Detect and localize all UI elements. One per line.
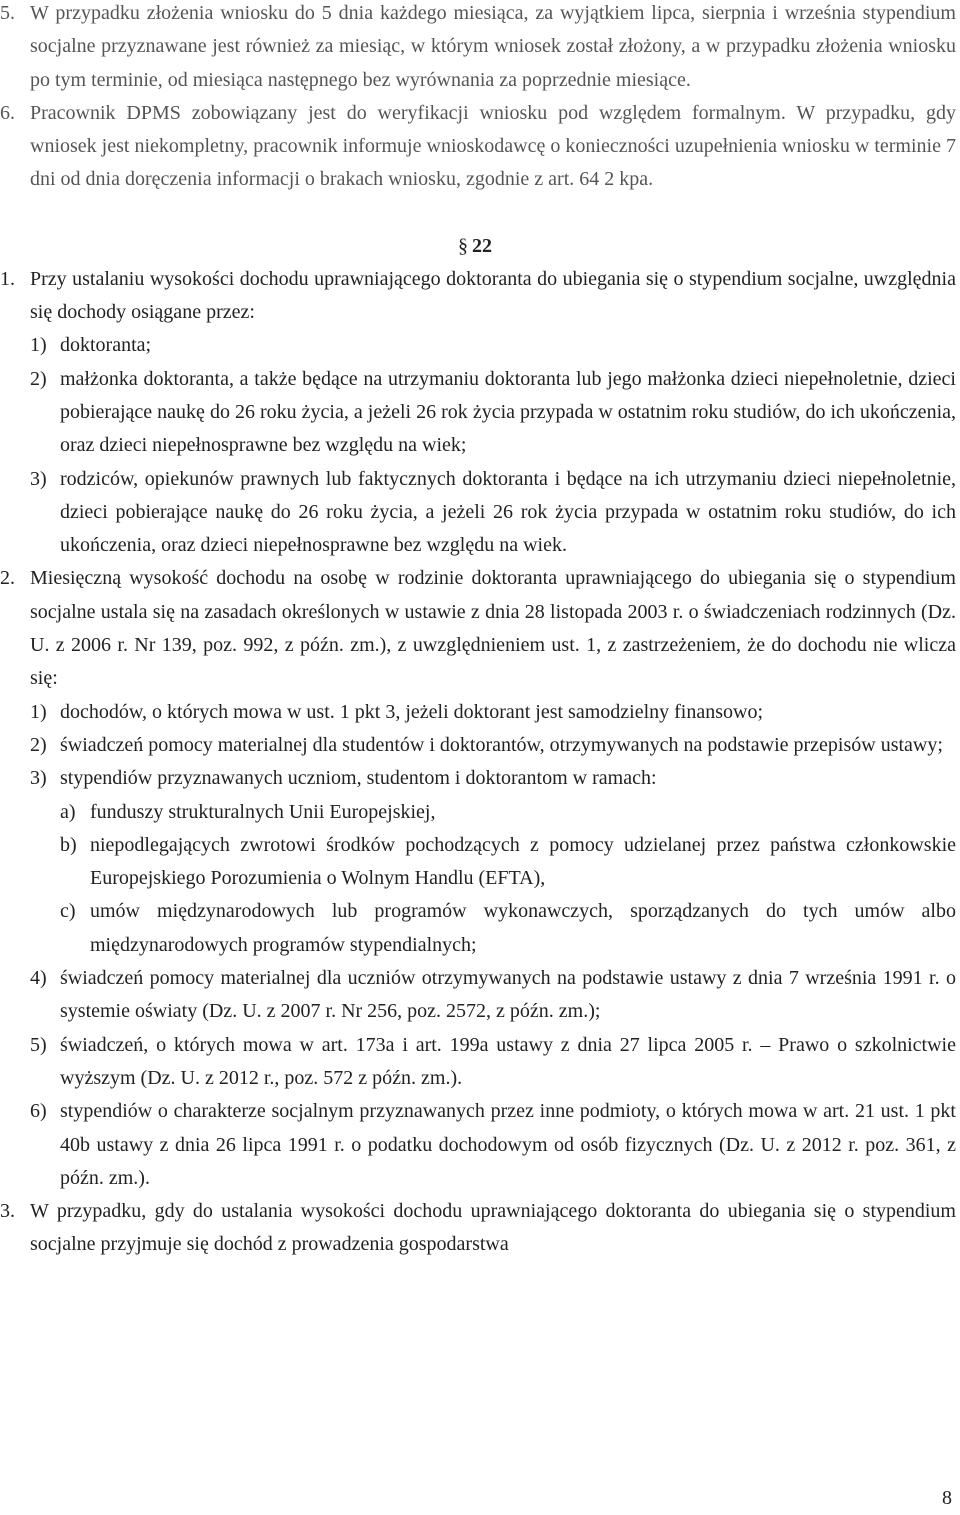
list-item-number: 2)	[30, 367, 47, 390]
sub-list-item-letter: c)	[60, 900, 76, 923]
section-number: 22	[472, 234, 492, 257]
list-item-number: 4)	[30, 967, 47, 990]
list-item	[0, 696, 956, 729]
list-item	[0, 329, 956, 362]
list-item	[0, 363, 956, 463]
paragraph-number: 2.	[0, 567, 15, 590]
section-symbol: §	[458, 234, 468, 257]
sub-list-item-letter: a)	[60, 800, 76, 823]
paragraph-3	[0, 1195, 956, 1262]
paragraph-text: W przypadku złożenia wniosku do 5 dnia każdego miesiąca, za wyjątkiem lipca, sierpnia i września stypendium socjalne przyznawane jest również za miesiąc, w którym wniosek został złożony, a w przypadku złożenia wniosku po tym terminie, od miesiąca następnego bez wyrównania za poprzednie miesiące.	[30, 2, 956, 91]
sub-list-item	[0, 796, 956, 829]
list-item-number: 2)	[30, 733, 47, 756]
list-item-text: świadczeń pomocy materialnej dla studentów i doktorantów, otrzymywanych na podstawie przepisów ustawy;	[60, 733, 943, 756]
paragraph-text: Miesięczną wysokość dochodu na osobę w rodzinie doktoranta uprawniającego do ubiegania się o stypendium socjalne ustala się na zasadach określonych w ustawie z dnia 28 listopada 2003 r. o świadczeniach rodzinnych (Dz. U. z 2006 r. Nr 139, poz. 992, z późn. zm.), z uwzględnieniem ust. 1, z zastrzeżeniem, że do dochodu nie wlicza się:	[30, 567, 956, 690]
list-item-text: dochodów, o których mowa w ust. 1 pkt 3, jeżeli doktorant jest samodzielny finansowo;	[60, 700, 764, 723]
paragraph-2	[0, 562, 956, 695]
paragraph-6	[0, 97, 956, 197]
list-item-number: 3)	[30, 767, 47, 790]
list-item-text: świadczeń, o których mowa w art. 173a i art. 199a ustawy z dnia 27 lipca 2005 r. – Prawo o szkolnictwie wyższym (Dz. U. z 2012 r., poz. 572 z późn. zm.).	[60, 1033, 956, 1089]
list-item-number: 3)	[30, 467, 47, 490]
list-item	[0, 962, 956, 1029]
list-item-text: świadczeń pomocy materialnej dla uczniów otrzymywanych na podstawie ustawy z dnia 7 września 1991 r. o systemie oświaty (Dz. U. z 2007 r. Nr 256, poz. 2572, z późn. zm.);	[60, 967, 956, 1023]
paragraph-text: Przy ustalaniu wysokości dochodu uprawniającego doktoranta do ubiegania się o stypendium socjalne, uwzględnia się dochody osiągane przez:	[30, 267, 956, 324]
list-item-text: stypendiów przyznawanych uczniom, studentom i doktorantom w ramach:	[60, 767, 657, 790]
sub-list-item-text: umów międzynarodowych lub programów wykonawczych, sporządzanych do tych umów albo międzynarodowych programów stypendialnych;	[90, 900, 956, 956]
page-number: 8	[942, 1487, 952, 1509]
list-item-text: rodziców, opiekunów prawnych lub faktycznych doktoranta i będące na ich utrzymaniu dzieci niepełnoletnie, dzieci pobierające naukę do 26 roku życia, a jeżeli 26 rok życia przypada w ostatnim roku studiów, do ich ukończenia, oraz dzieci niepełnosprawne bez względu na wiek.	[60, 467, 956, 557]
list-item-number: 6)	[30, 1100, 47, 1123]
paragraph-text: Pracownik DPMS zobowiązany jest do weryfikacji wniosku pod względem formalnym. W przypadku, gdy wniosek jest niekompletny, pracownik informuje wnioskodawcę o konieczności uzupełnienia wniosku w terminie 7 dni od dnia doręczenia informacji o brakach wniosku, zgodnie z art. 64 2 kpa.	[30, 101, 956, 191]
paragraph-text: W przypadku, gdy do ustalania wysokości dochodu uprawniającego doktoranta do ubiegania się o stypendium socjalne przyjmuje się dochód z prowadzenia gospodarstwa	[30, 1200, 956, 1256]
list-item	[0, 1029, 956, 1096]
sub-list-item	[0, 895, 956, 962]
list-item-number: 1)	[30, 334, 47, 357]
sub-list-item-text: niepodlegających zwrotowi środków pochodzących z pomocy udzielanej przez państwa członkowskie Europejskiego Porozumienia o Wolnym Handlu (EFTA),	[90, 833, 956, 890]
list-item-text: małżonka doktoranta, a także będące na utrzymaniu doktoranta lub jego małżonka dzieci niepełnoletnie, dzieci pobierające naukę do 26 roku życia, a jeżeli 26 rok życia przypada w ostatnim roku studiów, do ich ukończenia, oraz dzieci niepełnosprawne bez względu na wiek;	[60, 367, 956, 457]
list-item	[0, 463, 956, 563]
list-item-text: doktoranta;	[60, 334, 152, 357]
section-heading	[0, 230, 956, 263]
sub-list-item-letter: b)	[60, 833, 77, 856]
paragraph-number: 1.	[0, 267, 15, 290]
sub-list-item	[0, 829, 956, 896]
list-item-text: stypendiów o charakterze socjalnym przyznawanych przez inne podmioty, o których mowa w art. 21 ust. 1 pkt 40b ustawy z dnia 26 lipca 1991 r. o podatku dochodowym od osób fizycznych (Dz. U. z 2012 r. poz. 361, z późn. zm.).	[60, 1100, 956, 1189]
paragraph-1	[0, 263, 956, 330]
sub-list-item-text: funduszy strukturalnych Unii Europejskiej,	[90, 800, 436, 823]
paragraph-number: 6.	[0, 101, 15, 124]
list-item	[0, 762, 956, 795]
list-item	[0, 729, 956, 762]
paragraph-number: 3.	[0, 1200, 15, 1223]
paragraph-number: 5.	[0, 2, 15, 24]
list-item-number: 5)	[30, 1033, 47, 1056]
list-item-number: 1)	[30, 700, 47, 723]
list-item	[0, 1095, 956, 1195]
paragraph-5	[0, 0, 956, 97]
